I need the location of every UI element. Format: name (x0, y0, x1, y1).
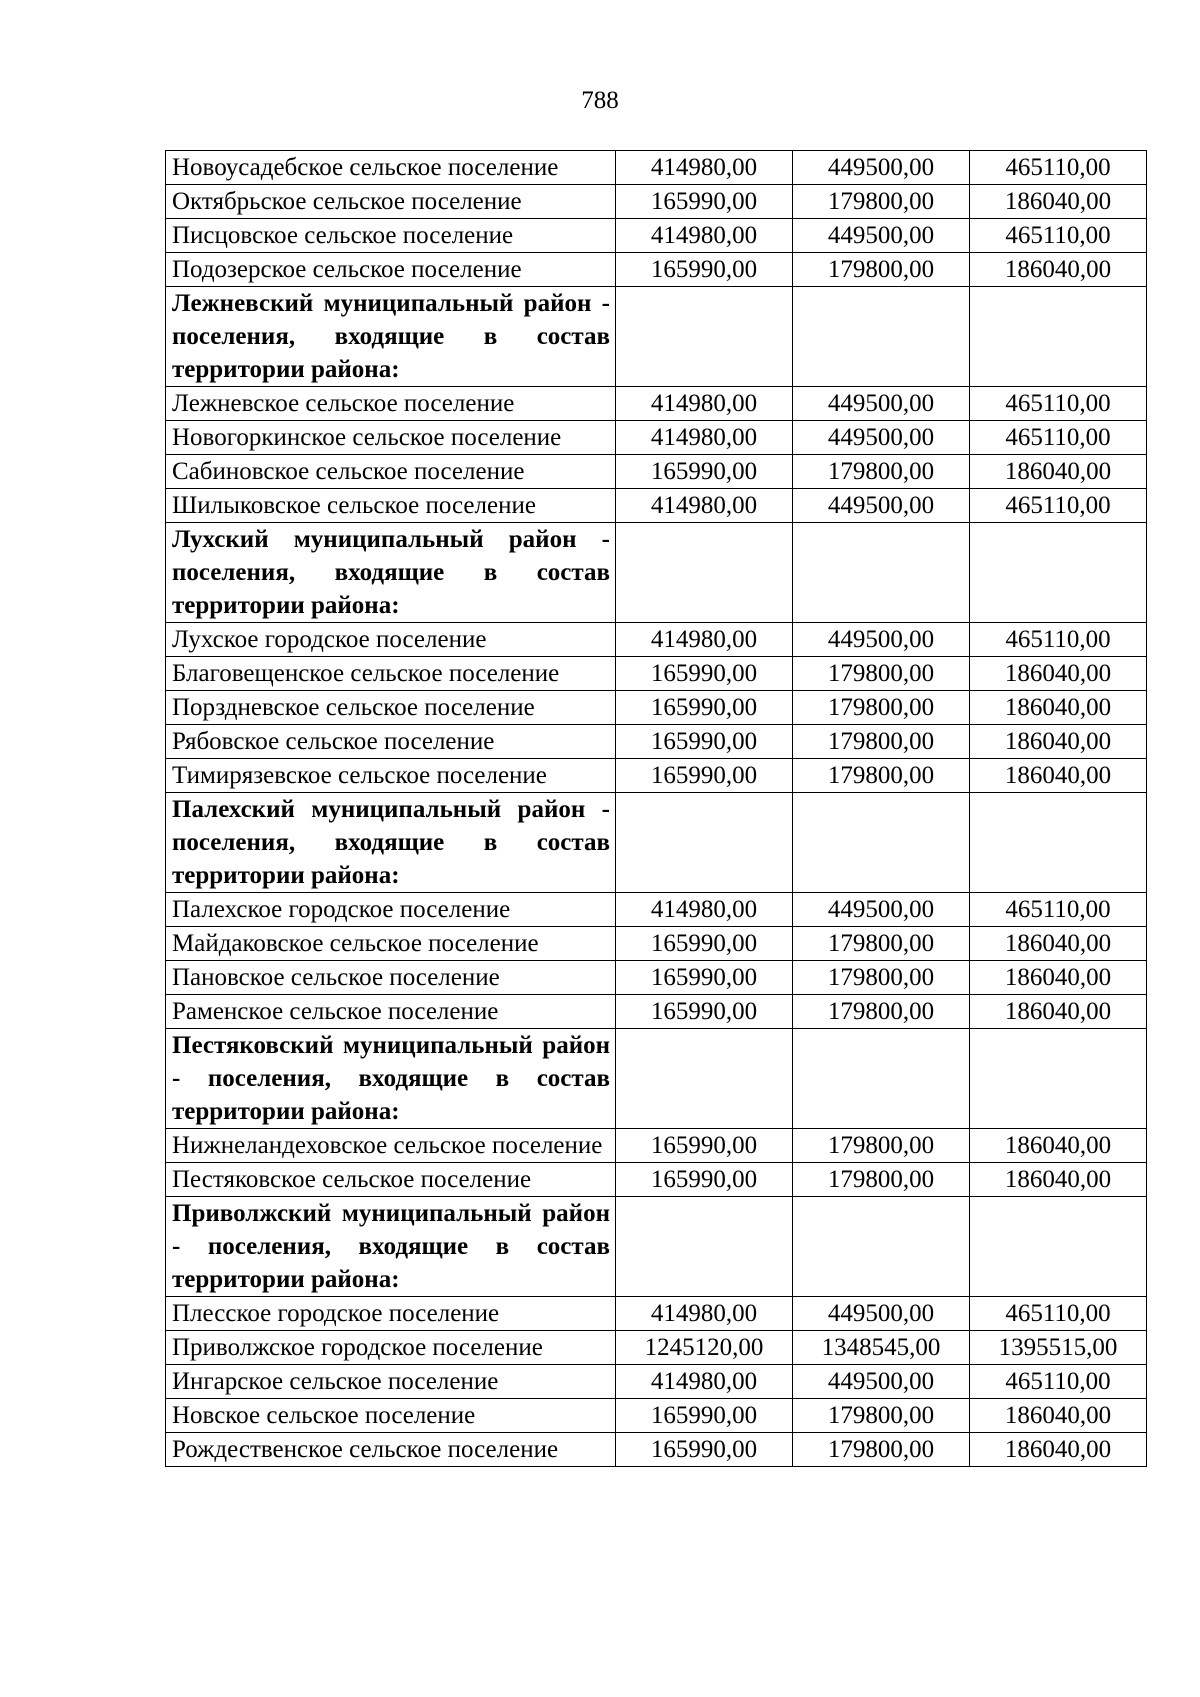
settlement-name-cell: Лухское городское поселение (166, 623, 616, 657)
amount-cell-2: 179800,00 (793, 961, 970, 995)
settlement-name-cell: Нижнеландеховское сельское поселение (166, 1129, 616, 1163)
amount-cell-3: 465110,00 (970, 151, 1147, 185)
settlement-row (166, 421, 1147, 455)
settlement-row (166, 995, 1147, 1029)
amount-cell-3: 186040,00 (970, 1163, 1147, 1197)
amount-cell-1: 165990,00 (616, 1129, 793, 1163)
amount-cell-2: 449500,00 (793, 893, 970, 927)
amount-cell-1: 414980,00 (616, 151, 793, 185)
amount-cell-1: 414980,00 (616, 421, 793, 455)
amount-cell-2: 179800,00 (793, 691, 970, 725)
amount-cell-3 (970, 523, 1147, 623)
district-header-row (166, 523, 1147, 623)
amount-cell-2: 449500,00 (793, 1297, 970, 1331)
settlement-row (166, 893, 1147, 927)
amount-cell-2: 1348545,00 (793, 1331, 970, 1365)
amount-cell-2: 449500,00 (793, 1365, 970, 1399)
amount-cell-1: 165990,00 (616, 961, 793, 995)
amount-cell-2: 179800,00 (793, 1163, 970, 1197)
amount-cell-2: 179800,00 (793, 725, 970, 759)
settlement-row (166, 1433, 1147, 1467)
amount-cell-3 (970, 1197, 1147, 1297)
settlement-name-cell: Тимирязевское сельское поселение (166, 759, 616, 793)
settlement-row (166, 961, 1147, 995)
district-name-cell: Приволжский муниципальный район - поселения, входящие в состав территории района: (166, 1197, 616, 1297)
amount-cell-2 (793, 1197, 970, 1297)
district-header-row (166, 793, 1147, 893)
amount-cell-1: 165990,00 (616, 759, 793, 793)
amount-cell-3: 465110,00 (970, 421, 1147, 455)
amount-cell-2: 179800,00 (793, 253, 970, 287)
amount-cell-3: 465110,00 (970, 489, 1147, 523)
settlement-name-cell: Приволжское городское поселение (166, 1331, 616, 1365)
amount-cell-2: 449500,00 (793, 623, 970, 657)
amount-cell-1 (616, 1197, 793, 1297)
amount-cell-2: 449500,00 (793, 151, 970, 185)
amount-cell-2: 179800,00 (793, 759, 970, 793)
settlement-row (166, 1163, 1147, 1197)
settlement-row (166, 1297, 1147, 1331)
amount-cell-3: 186040,00 (970, 455, 1147, 489)
settlement-row (166, 1129, 1147, 1163)
settlement-row (166, 455, 1147, 489)
settlement-name-cell: Рождественское сельское поселение (166, 1433, 616, 1467)
settlement-name-cell: Раменское сельское поселение (166, 995, 616, 1029)
amount-cell-3: 465110,00 (970, 1297, 1147, 1331)
settlement-name-cell: Пестяковское сельское поселение (166, 1163, 616, 1197)
settlement-row (166, 185, 1147, 219)
amount-cell-3 (970, 287, 1147, 387)
settlement-row (166, 253, 1147, 287)
amount-cell-2 (793, 287, 970, 387)
amount-cell-3: 465110,00 (970, 623, 1147, 657)
amount-cell-2: 449500,00 (793, 421, 970, 455)
amount-cell-2: 179800,00 (793, 927, 970, 961)
settlement-row (166, 151, 1147, 185)
amount-cell-1 (616, 287, 793, 387)
settlement-name-cell: Писцовское сельское поселение (166, 219, 616, 253)
amount-cell-1: 414980,00 (616, 1297, 793, 1331)
amount-cell-1: 414980,00 (616, 219, 793, 253)
district-header-row (166, 1197, 1147, 1297)
settlement-name-cell: Подозерское сельское поселение (166, 253, 616, 287)
settlement-name-cell: Благовещенское сельское поселение (166, 657, 616, 691)
amount-cell-2: 179800,00 (793, 1129, 970, 1163)
amount-cell-2: 449500,00 (793, 489, 970, 523)
district-header-row (166, 287, 1147, 387)
settlement-row (166, 725, 1147, 759)
district-name-cell: Палехский муниципальный район - поселения, входящие в состав территории района: (166, 793, 616, 893)
amount-cell-2: 179800,00 (793, 1399, 970, 1433)
settlement-name-cell: Шилыковское сельское поселение (166, 489, 616, 523)
amount-cell-1: 165990,00 (616, 657, 793, 691)
amount-cell-3: 186040,00 (970, 1399, 1147, 1433)
amount-cell-3: 1395515,00 (970, 1331, 1147, 1365)
amount-cell-1: 165990,00 (616, 927, 793, 961)
district-name-cell: Лухский муниципальный район - поселения, входящие в состав территории района: (166, 523, 616, 623)
amount-cell-3: 465110,00 (970, 893, 1147, 927)
amount-cell-3: 465110,00 (970, 219, 1147, 253)
settlement-name-cell: Октябрьское сельское поселение (166, 185, 616, 219)
amount-cell-1: 165990,00 (616, 1163, 793, 1197)
settlement-row (166, 691, 1147, 725)
amount-cell-3: 186040,00 (970, 1129, 1147, 1163)
settlement-row (166, 219, 1147, 253)
amount-cell-1 (616, 523, 793, 623)
district-name-cell: Пестяковский муниципальный район - поселения, входящие в состав территории района: (166, 1029, 616, 1129)
amount-cell-1 (616, 1029, 793, 1129)
settlement-name-cell: Плесское городское поселение (166, 1297, 616, 1331)
amount-cell-2: 179800,00 (793, 455, 970, 489)
settlement-name-cell: Пановское сельское поселение (166, 961, 616, 995)
district-header-row (166, 1029, 1147, 1129)
amount-cell-2: 449500,00 (793, 219, 970, 253)
settlement-name-cell: Майдаковское сельское поселение (166, 927, 616, 961)
amount-cell-3: 186040,00 (970, 1433, 1147, 1467)
amount-cell-3: 186040,00 (970, 725, 1147, 759)
amount-cell-3: 186040,00 (970, 185, 1147, 219)
settlement-row (166, 657, 1147, 691)
settlement-name-cell: Лежневское сельское поселение (166, 387, 616, 421)
amount-cell-2: 179800,00 (793, 657, 970, 691)
amount-cell-1: 165990,00 (616, 253, 793, 287)
settlement-name-cell: Новоусадебское сельское поселение (166, 151, 616, 185)
settlement-row (166, 387, 1147, 421)
settlement-name-cell: Сабиновское сельское поселение (166, 455, 616, 489)
amount-cell-1: 1245120,00 (616, 1331, 793, 1365)
amount-cell-3: 465110,00 (970, 1365, 1147, 1399)
amount-cell-1: 165990,00 (616, 691, 793, 725)
district-name-cell: Лежневский муниципальный район - поселения, входящие в состав территории района: (166, 287, 616, 387)
settlement-row (166, 1331, 1147, 1365)
settlement-row (166, 489, 1147, 523)
amount-cell-1: 165990,00 (616, 1433, 793, 1467)
settlement-name-cell: Порздневское сельское поселение (166, 691, 616, 725)
settlement-name-cell: Палехское городское поселение (166, 893, 616, 927)
amount-cell-1: 165990,00 (616, 1399, 793, 1433)
amount-cell-1: 414980,00 (616, 1365, 793, 1399)
settlement-name-cell: Новское сельское поселение (166, 1399, 616, 1433)
settlement-name-cell: Новогоркинское сельское поселение (166, 421, 616, 455)
settlement-row (166, 759, 1147, 793)
settlement-row (166, 927, 1147, 961)
settlement-row (166, 1365, 1147, 1399)
amount-cell-1: 414980,00 (616, 623, 793, 657)
settlement-name-cell: Рябовское сельское поселение (166, 725, 616, 759)
page-number: 788 (581, 87, 619, 114)
amount-cell-1: 165990,00 (616, 725, 793, 759)
amount-cell-1: 414980,00 (616, 387, 793, 421)
amount-cell-3: 186040,00 (970, 927, 1147, 961)
amount-cell-3: 186040,00 (970, 691, 1147, 725)
amount-cell-3: 186040,00 (970, 657, 1147, 691)
amount-cell-3: 186040,00 (970, 961, 1147, 995)
table-body (166, 151, 1147, 1467)
amount-cell-2: 449500,00 (793, 387, 970, 421)
amount-cell-3: 186040,00 (970, 253, 1147, 287)
amount-cell-2 (793, 523, 970, 623)
settlement-row (166, 623, 1147, 657)
amount-cell-1: 165990,00 (616, 185, 793, 219)
amount-cell-1 (616, 793, 793, 893)
amount-cell-2 (793, 1029, 970, 1129)
amount-cell-1: 165990,00 (616, 995, 793, 1029)
amount-cell-2: 179800,00 (793, 185, 970, 219)
amount-cell-3: 186040,00 (970, 995, 1147, 1029)
amount-cell-3: 465110,00 (970, 387, 1147, 421)
amount-cell-3 (970, 793, 1147, 893)
settlements-table (165, 150, 1147, 1467)
settlement-row (166, 1399, 1147, 1433)
amount-cell-1: 414980,00 (616, 489, 793, 523)
settlement-name-cell: Ингарское сельское поселение (166, 1365, 616, 1399)
amount-cell-1: 165990,00 (616, 455, 793, 489)
amount-cell-2 (793, 793, 970, 893)
amount-cell-2: 179800,00 (793, 1433, 970, 1467)
amount-cell-2: 179800,00 (793, 995, 970, 1029)
amount-cell-1: 414980,00 (616, 893, 793, 927)
amount-cell-3 (970, 1029, 1147, 1129)
amount-cell-3: 186040,00 (970, 759, 1147, 793)
